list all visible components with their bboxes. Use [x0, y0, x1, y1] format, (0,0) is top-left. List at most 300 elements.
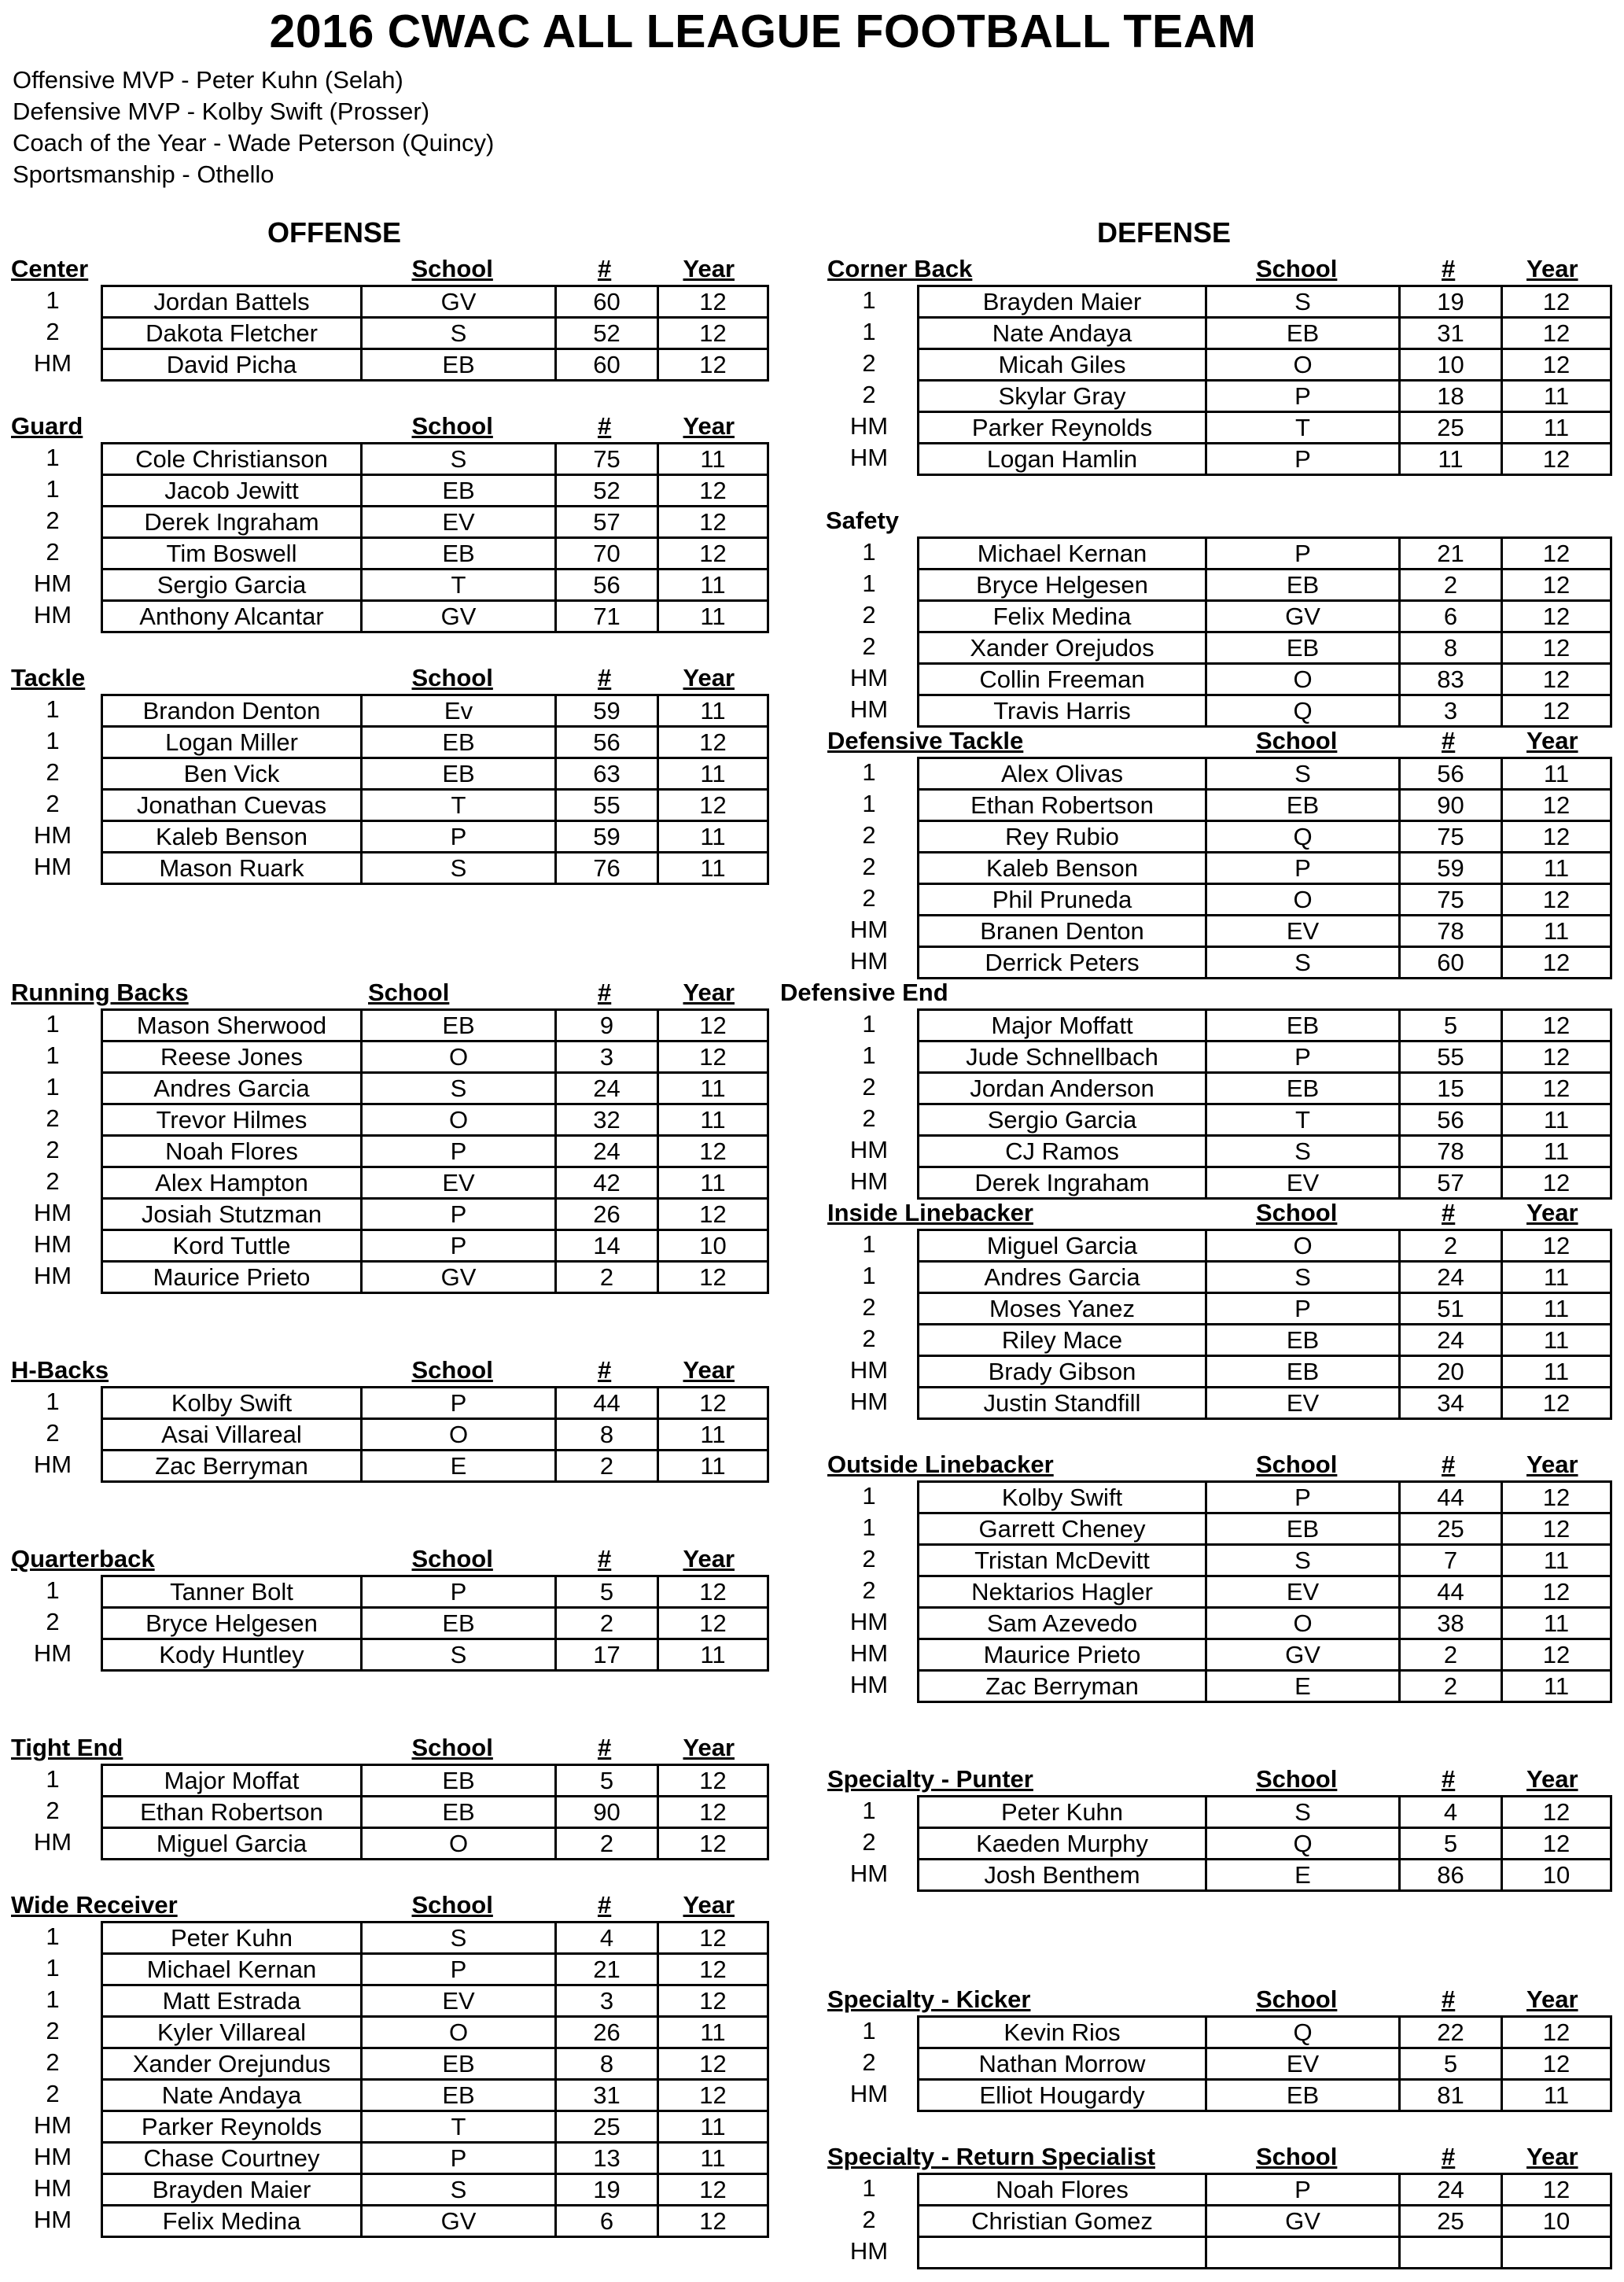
column-header-number: #	[598, 664, 612, 691]
year-cell: 12	[657, 285, 769, 316]
year-cell: 12	[657, 1197, 769, 1229]
section-safety	[0, 505, 1624, 725]
column-header-school: School	[1256, 1985, 1338, 2013]
rank-cell: 1	[862, 1230, 876, 1258]
table-row	[0, 1669, 1624, 1701]
jersey-number-cell: 59	[554, 820, 657, 851]
school-cell: EV	[1205, 914, 1398, 946]
player-name-cell: Noah Flores	[917, 2173, 1205, 2204]
year-cell: 11	[657, 694, 769, 725]
year-cell: 12	[657, 1921, 769, 1952]
rank-cell: HM	[849, 664, 889, 691]
rank-cell: 1	[46, 1985, 60, 2013]
rank-cell: 1	[862, 790, 876, 817]
player-name-cell: Major Moffat	[101, 1764, 360, 1795]
table-row	[0, 1040, 1624, 1071]
jersey-number-cell: 44	[1398, 1480, 1501, 1512]
table-row	[0, 568, 1624, 599]
rank-cell: HM	[849, 412, 889, 440]
year-cell: 11	[1501, 757, 1612, 788]
player-name-cell: Moses Yanez	[917, 1292, 1205, 1323]
table-row	[0, 631, 1624, 662]
table-row	[0, 2078, 1624, 2110]
rank-cell: HM	[849, 1608, 889, 1635]
player-name-cell: Miguel Garcia	[101, 1827, 360, 1860]
rank-cell: 2	[862, 1576, 876, 1604]
jersey-number-cell: 20	[1398, 1355, 1501, 1386]
year-cell: 12	[657, 1260, 769, 1294]
offense-heading: OFFENSE	[267, 216, 401, 249]
column-header-number: #	[1442, 1765, 1456, 1793]
rank-cell: 1	[862, 2174, 876, 2202]
year-cell: 12	[657, 788, 769, 820]
school-cell: GV	[1205, 1638, 1398, 1669]
player-name-cell: Micah Giles	[917, 348, 1205, 379]
rank-cell: 2	[862, 1293, 876, 1321]
column-header-year: Year	[1526, 1765, 1578, 1793]
award-sportsmanship: Sportsmanship - Othello	[13, 160, 274, 188]
rank-cell: 1	[46, 1010, 60, 1038]
school-cell: S	[360, 851, 554, 885]
rank-cell: HM	[849, 695, 889, 723]
section-rows	[0, 2015, 1624, 2110]
player-name-cell: Collin Freeman	[917, 662, 1205, 694]
player-name-cell: Alex Hampton	[101, 1166, 360, 1197]
school-cell: S	[1205, 1543, 1398, 1575]
year-cell: 12	[657, 1040, 769, 1071]
school-cell: E	[1205, 1669, 1398, 1703]
jersey-number-cell: 26	[554, 2015, 657, 2047]
year-cell: 12	[657, 1795, 769, 1827]
rank-cell: 1	[862, 538, 876, 566]
table-row	[0, 914, 1624, 946]
year-cell: 10	[1501, 2204, 1612, 2236]
year-cell: 12	[1501, 1229, 1612, 1260]
rank-cell: 1	[46, 1073, 60, 1100]
school-cell: EB	[360, 1795, 554, 1827]
jersey-number-cell: 71	[554, 599, 657, 633]
jersey-number-cell: 8	[554, 2047, 657, 2078]
school-cell: T	[1205, 411, 1398, 442]
player-name-cell: Sergio Garcia	[101, 568, 360, 599]
player-name-cell: Branen Denton	[917, 914, 1205, 946]
column-header-school: School	[411, 412, 493, 440]
player-name-cell: Cole Christianson	[101, 442, 360, 474]
year-cell: 11	[657, 1638, 769, 1672]
column-header-year: Year	[1526, 1451, 1578, 1478]
school-cell: P	[1205, 1040, 1398, 1071]
player-name-cell: Reese Jones	[101, 1040, 360, 1071]
year-cell: 11	[657, 1103, 769, 1134]
rank-cell: 2	[46, 1419, 60, 1447]
table-row	[0, 1638, 1624, 1669]
table-row	[0, 474, 1624, 505]
player-name-cell: Andres Garcia	[917, 1260, 1205, 1292]
school-cell: P	[1205, 851, 1398, 883]
jersey-number-cell: 56	[554, 725, 657, 757]
rank-cell: 2	[862, 632, 876, 660]
player-name-cell: Felix Medina	[917, 599, 1205, 631]
rank-cell: 2	[862, 1073, 876, 1100]
school-cell: EB	[360, 1008, 554, 1040]
jersey-number-cell: 15	[1398, 1071, 1501, 1103]
player-name-cell: Logan Hamlin	[917, 442, 1205, 476]
section-rows	[0, 1795, 1624, 1889]
school-cell: EB	[360, 1606, 554, 1638]
jersey-number-cell: 42	[554, 1166, 657, 1197]
school-cell: O	[1205, 1606, 1398, 1638]
year-cell: 11	[657, 599, 769, 633]
jersey-number-cell: 13	[554, 2141, 657, 2173]
jersey-number-cell: 55	[1398, 1040, 1501, 1071]
section-corner-back	[0, 253, 1624, 474]
school-cell: EB	[360, 348, 554, 382]
player-name-cell: Logan Miller	[101, 725, 360, 757]
school-cell: EB	[1205, 1071, 1398, 1103]
school-cell: P	[360, 820, 554, 851]
year-cell: 12	[657, 2204, 769, 2238]
rank-cell: 2	[46, 1104, 60, 1132]
rank-cell: 2	[46, 318, 60, 345]
year-cell: 12	[1501, 285, 1612, 316]
column-header-year: Year	[683, 979, 735, 1006]
table-row	[0, 694, 1624, 725]
column-header-year: Year	[1526, 255, 1578, 282]
table-row	[0, 820, 1624, 851]
player-name-cell: Nektarios Hagler	[917, 1575, 1205, 1606]
player-name-cell: Miguel Garcia	[917, 1229, 1205, 1260]
table-row	[0, 316, 1624, 348]
rank-cell: HM	[849, 2237, 889, 2265]
player-name-cell: Jacob Jewitt	[101, 474, 360, 505]
year-cell: 12	[657, 1008, 769, 1040]
jersey-number-cell: 31	[1398, 316, 1501, 348]
player-name-cell: Nathan Morrow	[917, 2047, 1205, 2078]
player-name-cell: Kevin Rios	[917, 2015, 1205, 2047]
jersey-number-cell: 24	[1398, 2173, 1501, 2204]
year-cell: 12	[1501, 536, 1612, 568]
section-title: Tight End	[11, 1734, 123, 1761]
player-name-cell: Bryce Helgesen	[917, 568, 1205, 599]
year-cell: 12	[657, 1952, 769, 1984]
rank-cell: 2	[46, 1608, 60, 1635]
year-cell: 12	[1501, 946, 1612, 979]
table-row	[0, 1417, 1624, 1449]
player-name-cell: Brandon Denton	[101, 694, 360, 725]
jersey-number-cell: 2	[1398, 1669, 1501, 1703]
year-cell: 12	[1501, 1795, 1612, 1827]
year-cell: 11	[1501, 1669, 1612, 1703]
rank-cell: HM	[33, 349, 72, 377]
table-row	[0, 1103, 1624, 1134]
year-cell: 12	[657, 2047, 769, 2078]
player-name-cell: Kody Huntley	[101, 1638, 360, 1672]
player-name-cell: Nate Andaya	[917, 316, 1205, 348]
player-name-cell	[917, 2236, 1205, 2269]
section-rows	[0, 1229, 1624, 1417]
player-name-cell: Jordan Anderson	[917, 1071, 1205, 1103]
player-name-cell: Felix Medina	[101, 2204, 360, 2238]
year-cell: 11	[1501, 1323, 1612, 1355]
player-name-cell: Noah Flores	[101, 1134, 360, 1166]
column-header-year: Year	[683, 255, 735, 282]
jersey-number-cell: 75	[554, 442, 657, 474]
section-header	[0, 1984, 1624, 2015]
year-cell: 12	[657, 725, 769, 757]
table-row	[0, 1543, 1624, 1575]
jersey-number-cell: 52	[554, 474, 657, 505]
year-cell: 11	[657, 1449, 769, 1483]
year-cell: 12	[657, 2173, 769, 2204]
school-cell: Q	[1205, 820, 1398, 851]
school-cell: O	[1205, 1229, 1398, 1260]
column-header-number: #	[1442, 255, 1456, 282]
player-name-cell: Kaleb Benson	[917, 851, 1205, 883]
table-row	[0, 599, 1624, 631]
player-name-cell: Tanner Bolt	[101, 1575, 360, 1606]
table-row	[0, 1008, 1624, 1040]
jersey-number-cell: 24	[1398, 1260, 1501, 1292]
rank-cell: HM	[33, 570, 72, 597]
jersey-number-cell: 76	[554, 851, 657, 885]
school-cell: EB	[360, 757, 554, 788]
jersey-number-cell: 2	[554, 1449, 657, 1483]
rank-cell: 2	[862, 2206, 876, 2233]
jersey-number-cell: 78	[1398, 914, 1501, 946]
jersey-number-cell: 8	[554, 1417, 657, 1449]
rank-cell: HM	[849, 1356, 889, 1384]
jersey-number-cell: 4	[1398, 1795, 1501, 1827]
player-name-cell: Derek Ingraham	[917, 1166, 1205, 1200]
table-row	[0, 348, 1624, 379]
column-header-number: #	[1442, 727, 1456, 754]
school-cell: EB	[1205, 1008, 1398, 1040]
year-cell: 12	[657, 348, 769, 382]
player-name-cell: CJ Ramos	[917, 1134, 1205, 1166]
rank-cell: HM	[33, 1230, 72, 1258]
jersey-number-cell: 21	[1398, 536, 1501, 568]
section-title: Specialty - Punter	[827, 1765, 1033, 1793]
table-row	[0, 1480, 1624, 1512]
player-name-cell: Bryce Helgesen	[101, 1606, 360, 1638]
school-cell: EV	[1205, 2047, 1398, 2078]
award-offensive-mvp: Offensive MVP - Peter Kuhn (Selah)	[13, 66, 403, 94]
jersey-number-cell: 19	[554, 2173, 657, 2204]
rank-cell: HM	[33, 1451, 72, 1478]
school-cell: O	[1205, 348, 1398, 379]
table-row	[0, 1323, 1624, 1355]
jersey-number-cell: 11	[1398, 442, 1501, 476]
player-name-cell: Kyler Villareal	[101, 2015, 360, 2047]
section-title: Guard	[11, 412, 83, 440]
year-cell: 12	[657, 316, 769, 348]
column-header-school: School	[411, 1356, 493, 1384]
school-cell: GV	[1205, 599, 1398, 631]
jersey-number-cell: 10	[1398, 348, 1501, 379]
jersey-number-cell: 2	[554, 1827, 657, 1860]
section-header	[0, 1197, 1624, 1229]
table-row	[0, 788, 1624, 820]
column-header-number: #	[598, 255, 612, 282]
year-cell: 11	[1501, 411, 1612, 442]
column-header-year: Year	[683, 664, 735, 691]
year-cell: 11	[657, 1417, 769, 1449]
jersey-number-cell: 57	[1398, 1166, 1501, 1200]
school-cell: EB	[360, 474, 554, 505]
table-row	[0, 1921, 1624, 1952]
jersey-number-cell: 6	[1398, 599, 1501, 631]
player-name-cell: Nate Andaya	[101, 2078, 360, 2110]
column-header-school: School	[411, 1891, 493, 1919]
section-specialty-return-specialist	[0, 2141, 1624, 2267]
year-cell: 11	[657, 2015, 769, 2047]
year-cell: 12	[657, 474, 769, 505]
school-cell: GV	[360, 285, 554, 316]
rank-cell: HM	[849, 1860, 889, 1887]
player-name-cell: Kord Tuttle	[101, 1229, 360, 1260]
table-row	[0, 1575, 1624, 1606]
year-cell: 12	[1501, 694, 1612, 728]
rank-cell: 2	[46, 2048, 60, 2076]
rank-cell: 1	[862, 1797, 876, 1824]
year-cell: 11	[1501, 851, 1612, 883]
year-cell: 11	[657, 568, 769, 599]
jersey-number-cell: 90	[1398, 788, 1501, 820]
year-cell: 12	[1501, 788, 1612, 820]
school-cell: P	[360, 1386, 554, 1417]
player-name-cell: Michael Kernan	[101, 1952, 360, 1984]
jersey-number-cell: 70	[554, 536, 657, 568]
school-cell: P	[360, 1134, 554, 1166]
jersey-number-cell: 90	[554, 1795, 657, 1827]
section-title: Inside Linebacker	[827, 1199, 1033, 1226]
column-header-year: Year	[683, 1891, 735, 1919]
school-cell: P	[1205, 379, 1398, 411]
section-header	[0, 1764, 1624, 1795]
school-cell	[1205, 2236, 1398, 2269]
year-cell: 11	[1501, 1543, 1612, 1575]
column-header-number: #	[1442, 1451, 1456, 1478]
table-row	[0, 1386, 1624, 1417]
year-cell: 12	[1501, 631, 1612, 662]
school-cell: T	[360, 2110, 554, 2141]
rank-cell: 1	[862, 1482, 876, 1510]
rank-cell: HM	[849, 947, 889, 975]
awards-list	[13, 65, 494, 190]
table-row	[0, 851, 1624, 883]
rank-cell: HM	[33, 601, 72, 629]
column-header-school: School	[411, 664, 493, 691]
year-cell: 12	[1501, 1386, 1612, 1420]
year-cell: 12	[1501, 662, 1612, 694]
school-cell: S	[1205, 757, 1398, 788]
column-header-year: Year	[1526, 727, 1578, 754]
player-name-cell: Dakota Fletcher	[101, 316, 360, 348]
year-cell: 12	[1501, 1638, 1612, 1669]
school-cell: EB	[1205, 316, 1398, 348]
player-name-cell: Ethan Robertson	[101, 1795, 360, 1827]
rank-cell: 1	[862, 2017, 876, 2044]
year-cell: 11	[657, 2141, 769, 2173]
player-name-cell: Zac Berryman	[917, 1669, 1205, 1703]
year-cell: 12	[1501, 1827, 1612, 1858]
jersey-number-cell: 59	[554, 694, 657, 725]
jersey-number-cell: 81	[1398, 2078, 1501, 2112]
year-cell: 12	[657, 1984, 769, 2015]
jersey-number-cell: 25	[554, 2110, 657, 2141]
jersey-number-cell: 24	[1398, 1323, 1501, 1355]
year-cell: 12	[657, 1575, 769, 1606]
section-header	[0, 1732, 1624, 1764]
year-cell: 12	[1501, 2015, 1612, 2047]
section-header	[0, 725, 1624, 757]
school-cell: EV	[1205, 1386, 1398, 1420]
table-row	[0, 536, 1624, 568]
jersey-number-cell: 2	[1398, 1638, 1501, 1669]
player-name-cell: Anthony Alcantar	[101, 599, 360, 633]
rank-cell: 2	[862, 2048, 876, 2076]
jersey-number-cell: 7	[1398, 1543, 1501, 1575]
jersey-number-cell: 2	[554, 1260, 657, 1294]
rank-cell: 1	[862, 1262, 876, 1289]
year-cell: 12	[1501, 1008, 1612, 1040]
rank-cell: 1	[862, 570, 876, 597]
year-cell: 12	[657, 1386, 769, 1417]
rank-cell: 2	[862, 1828, 876, 1856]
rank-cell: 1	[862, 318, 876, 345]
column-header-number: #	[598, 1891, 612, 1919]
school-cell: EB	[1205, 631, 1398, 662]
school-cell: EV	[360, 1984, 554, 2015]
jersey-number-cell: 25	[1398, 411, 1501, 442]
year-cell: 12	[657, 1134, 769, 1166]
rank-cell: 2	[46, 790, 60, 817]
jersey-number-cell: 21	[554, 1952, 657, 1984]
section-title: Running Backs	[11, 979, 189, 1006]
jersey-number-cell: 5	[1398, 1008, 1501, 1040]
school-cell: P	[1205, 1292, 1398, 1323]
year-cell: 12	[1501, 1071, 1612, 1103]
rank-cell: HM	[33, 2206, 72, 2233]
player-name-cell: Brady Gibson	[917, 1355, 1205, 1386]
section-rows	[0, 757, 1624, 977]
table-row	[0, 1166, 1624, 1197]
player-name-cell: Asai Villareal	[101, 1417, 360, 1449]
jersey-number-cell: 2	[1398, 1229, 1501, 1260]
school-cell: S	[1205, 1134, 1398, 1166]
school-cell: Ev	[360, 694, 554, 725]
year-cell: 11	[1501, 914, 1612, 946]
school-cell: P	[360, 1952, 554, 1984]
column-header-school: School	[1256, 1199, 1338, 1226]
year-cell: 12	[657, 536, 769, 568]
player-name-cell: Major Moffatt	[917, 1008, 1205, 1040]
table-row	[0, 1512, 1624, 1543]
player-name-cell: Mason Ruark	[101, 851, 360, 885]
jersey-number-cell: 75	[1398, 883, 1501, 914]
section-title: Quarterback	[11, 1545, 155, 1572]
jersey-number-cell: 19	[1398, 285, 1501, 316]
section-title: Defensive End	[780, 979, 948, 1006]
section-header	[0, 253, 1624, 285]
year-cell: 12	[657, 1764, 769, 1795]
column-header-number: #	[598, 1545, 612, 1572]
rank-cell: 2	[862, 853, 876, 880]
school-cell: EB	[1205, 1512, 1398, 1543]
rank-cell: HM	[849, 1136, 889, 1163]
section-title: Outside Linebacker	[827, 1451, 1054, 1478]
school-cell: EB	[360, 2078, 554, 2110]
